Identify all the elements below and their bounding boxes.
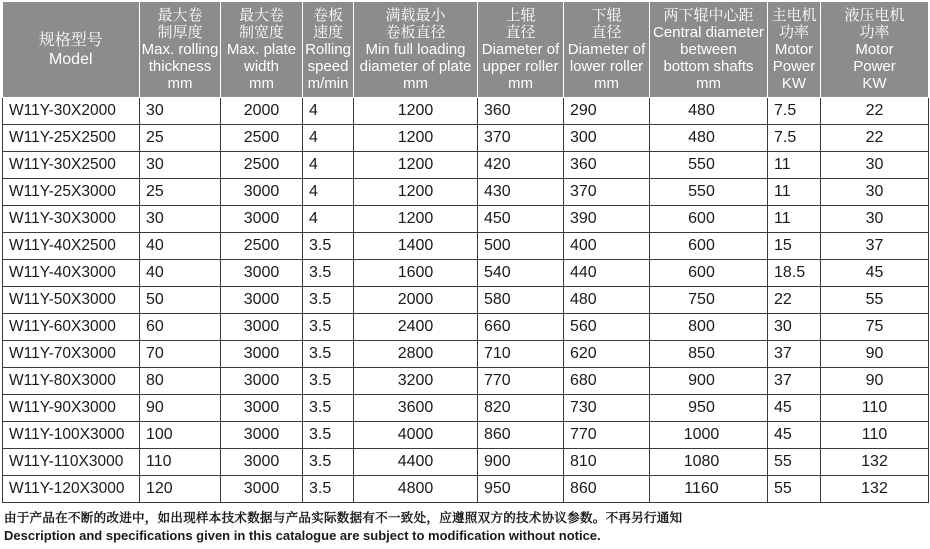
header-main-motor bbox=[768, 2, 821, 98]
cell-min-diameter: 2400 bbox=[354, 314, 478, 341]
cell-min-diameter: 2800 bbox=[354, 341, 478, 368]
header-line: 最大卷 bbox=[238, 7, 284, 24]
cell-max-thickness: 80 bbox=[140, 368, 221, 395]
cell-rolling-speed: 3.5 bbox=[303, 260, 354, 287]
header-line: 最大卷 bbox=[157, 7, 203, 24]
cell-model: W11Y-120X3000 bbox=[3, 476, 140, 503]
header-line: between bbox=[680, 41, 737, 58]
header-upper-roller bbox=[478, 2, 564, 98]
header-line: width bbox=[243, 58, 280, 75]
header-line: mm bbox=[403, 75, 428, 92]
cell-main-motor: 7.5 bbox=[768, 125, 821, 152]
table-header bbox=[3, 2, 929, 98]
cell-central-distance: 1160 bbox=[650, 476, 768, 503]
cell-max-width: 2500 bbox=[221, 233, 303, 260]
cell-hydraulic-motor: 75 bbox=[821, 314, 929, 341]
cell-lower-roller: 360 bbox=[564, 152, 650, 179]
cell-upper-roller: 420 bbox=[478, 152, 564, 179]
table-row bbox=[3, 98, 929, 125]
cell-max-width: 2500 bbox=[221, 125, 303, 152]
cell-main-motor: 30 bbox=[768, 314, 821, 341]
cell-hydraulic-motor: 30 bbox=[821, 206, 929, 233]
cell-rolling-speed: 3.5 bbox=[303, 233, 354, 260]
table-row bbox=[3, 341, 929, 368]
cell-max-thickness: 30 bbox=[140, 206, 221, 233]
cell-max-width: 3000 bbox=[221, 422, 303, 449]
header-line: 制厚度 bbox=[157, 24, 203, 41]
header-rolling-speed bbox=[303, 2, 354, 98]
cell-model: W11Y-30X2500 bbox=[3, 152, 140, 179]
header-line: 两下辊中心距 bbox=[663, 7, 754, 24]
table-row bbox=[3, 287, 929, 314]
cell-hydraulic-motor: 110 bbox=[821, 395, 929, 422]
header-line: mm bbox=[696, 75, 721, 92]
cell-central-distance: 600 bbox=[650, 260, 768, 287]
cell-model: W11Y-110X3000 bbox=[3, 449, 140, 476]
cell-max-width: 3000 bbox=[221, 260, 303, 287]
cell-max-thickness: 110 bbox=[140, 449, 221, 476]
cell-upper-roller: 770 bbox=[478, 368, 564, 395]
cell-max-thickness: 25 bbox=[140, 179, 221, 206]
cell-max-thickness: 60 bbox=[140, 314, 221, 341]
header-line: diameter of plate bbox=[359, 58, 472, 75]
cell-hydraulic-motor: 110 bbox=[821, 422, 929, 449]
cell-rolling-speed: 4 bbox=[303, 206, 354, 233]
cell-hydraulic-motor: 90 bbox=[821, 368, 929, 395]
header-line: Max. rolling bbox=[141, 41, 219, 58]
cell-min-diameter: 4000 bbox=[354, 422, 478, 449]
header-line: mm bbox=[508, 75, 533, 92]
table-row bbox=[3, 152, 929, 179]
cell-max-thickness: 120 bbox=[140, 476, 221, 503]
header-line: 功率 bbox=[778, 24, 809, 41]
cell-lower-roller: 680 bbox=[564, 368, 650, 395]
cell-rolling-speed: 3.5 bbox=[303, 341, 354, 368]
cell-lower-roller: 300 bbox=[564, 125, 650, 152]
cell-rolling-speed: 3.5 bbox=[303, 449, 354, 476]
cell-model: W11Y-40X2500 bbox=[3, 233, 140, 260]
cell-model: W11Y-100X3000 bbox=[3, 422, 140, 449]
header-line: Motor bbox=[855, 41, 894, 58]
cell-rolling-speed: 3.5 bbox=[303, 287, 354, 314]
cell-min-diameter: 4800 bbox=[354, 476, 478, 503]
cell-main-motor: 11 bbox=[768, 206, 821, 233]
header-line: 制宽度 bbox=[238, 24, 284, 41]
header-line: upper roller bbox=[482, 58, 559, 75]
cell-hydraulic-motor: 22 bbox=[821, 125, 929, 152]
cell-central-distance: 950 bbox=[650, 395, 768, 422]
header-central-distance bbox=[650, 2, 768, 98]
header-line: mm bbox=[594, 75, 619, 92]
cell-rolling-speed: 3.5 bbox=[303, 314, 354, 341]
header-line: KW bbox=[781, 75, 807, 92]
header-max-width bbox=[221, 2, 303, 98]
cell-main-motor: 11 bbox=[768, 152, 821, 179]
cell-model: W11Y-70X3000 bbox=[3, 341, 140, 368]
cell-upper-roller: 710 bbox=[478, 341, 564, 368]
header-model bbox=[3, 2, 140, 98]
cell-model: W11Y-25X3000 bbox=[3, 179, 140, 206]
cell-model: W11Y-40X3000 bbox=[3, 260, 140, 287]
cell-lower-roller: 290 bbox=[564, 98, 650, 125]
cell-upper-roller: 580 bbox=[478, 287, 564, 314]
cell-central-distance: 480 bbox=[650, 98, 768, 125]
cell-rolling-speed: 4 bbox=[303, 98, 354, 125]
cell-max-width: 2500 bbox=[221, 152, 303, 179]
cell-main-motor: 22 bbox=[768, 287, 821, 314]
cell-hydraulic-motor: 22 bbox=[821, 98, 929, 125]
header-line: Power bbox=[853, 58, 896, 75]
cell-max-thickness: 25 bbox=[140, 125, 221, 152]
cell-central-distance: 1000 bbox=[650, 422, 768, 449]
header-line: 主电机 bbox=[771, 7, 817, 24]
table-row bbox=[3, 449, 929, 476]
cell-lower-roller: 620 bbox=[564, 341, 650, 368]
header-line: Motor bbox=[774, 41, 814, 58]
cell-min-diameter: 1200 bbox=[354, 125, 478, 152]
cell-max-thickness: 40 bbox=[140, 233, 221, 260]
table-row bbox=[3, 179, 929, 206]
cell-max-width: 3000 bbox=[221, 476, 303, 503]
cell-lower-roller: 860 bbox=[564, 476, 650, 503]
cell-rolling-speed: 3.5 bbox=[303, 476, 354, 503]
cell-hydraulic-motor: 45 bbox=[821, 260, 929, 287]
cell-upper-roller: 540 bbox=[478, 260, 564, 287]
header-line: Central diameter bbox=[653, 24, 764, 41]
cell-lower-roller: 560 bbox=[564, 314, 650, 341]
header-line: Min full loading bbox=[365, 41, 466, 58]
header-line: 满载最小 bbox=[385, 7, 446, 24]
note-english: Description and specifications given in this catalogue are subject to modification without notice. bbox=[4, 528, 601, 543]
cell-min-diameter: 3200 bbox=[354, 368, 478, 395]
cell-lower-roller: 440 bbox=[564, 260, 650, 287]
cell-hydraulic-motor: 55 bbox=[821, 287, 929, 314]
cell-upper-roller: 820 bbox=[478, 395, 564, 422]
header-line: 速度 bbox=[312, 24, 343, 41]
cell-lower-roller: 370 bbox=[564, 179, 650, 206]
table-row bbox=[3, 260, 929, 287]
cell-lower-roller: 770 bbox=[564, 422, 650, 449]
cell-upper-roller: 450 bbox=[478, 206, 564, 233]
cell-max-width: 3000 bbox=[221, 314, 303, 341]
spec-table bbox=[2, 2, 929, 503]
table-row bbox=[3, 314, 929, 341]
cell-rolling-speed: 4 bbox=[303, 152, 354, 179]
table-row bbox=[3, 125, 929, 152]
cell-central-distance: 750 bbox=[650, 287, 768, 314]
table-row bbox=[3, 206, 929, 233]
cell-max-thickness: 30 bbox=[140, 98, 221, 125]
cell-central-distance: 480 bbox=[650, 125, 768, 152]
cell-model: W11Y-60X3000 bbox=[3, 314, 140, 341]
cell-lower-roller: 480 bbox=[564, 287, 650, 314]
cell-model: W11Y-30X2000 bbox=[3, 98, 140, 125]
header-line: Diameter of bbox=[481, 41, 560, 58]
table-row bbox=[3, 476, 929, 503]
header-line: 卷板直径 bbox=[385, 24, 446, 41]
cell-hydraulic-motor: 30 bbox=[821, 179, 929, 206]
cell-max-thickness: 90 bbox=[140, 395, 221, 422]
cell-min-diameter: 1600 bbox=[354, 260, 478, 287]
cell-main-motor: 11 bbox=[768, 179, 821, 206]
table-row bbox=[3, 368, 929, 395]
cell-min-diameter: 2000 bbox=[354, 287, 478, 314]
header-line: Power bbox=[772, 58, 816, 75]
header-line: mm bbox=[167, 75, 193, 92]
cell-model: W11Y-90X3000 bbox=[3, 395, 140, 422]
cell-max-width: 2000 bbox=[221, 98, 303, 125]
header-line: 直径 bbox=[591, 24, 622, 41]
header-hydraulic-motor bbox=[821, 2, 929, 98]
cell-min-diameter: 3600 bbox=[354, 395, 478, 422]
cell-hydraulic-motor: 132 bbox=[821, 449, 929, 476]
cell-rolling-speed: 3.5 bbox=[303, 422, 354, 449]
cell-main-motor: 37 bbox=[768, 341, 821, 368]
cell-max-thickness: 70 bbox=[140, 341, 221, 368]
cell-lower-roller: 400 bbox=[564, 233, 650, 260]
header-line: Max. plate bbox=[226, 41, 297, 58]
cell-hydraulic-motor: 37 bbox=[821, 233, 929, 260]
cell-min-diameter: 1200 bbox=[354, 179, 478, 206]
cell-upper-roller: 950 bbox=[478, 476, 564, 503]
cell-lower-roller: 730 bbox=[564, 395, 650, 422]
cell-upper-roller: 370 bbox=[478, 125, 564, 152]
cell-central-distance: 600 bbox=[650, 206, 768, 233]
header-line: m/min bbox=[307, 75, 349, 92]
cell-central-distance: 850 bbox=[650, 341, 768, 368]
cell-lower-roller: 810 bbox=[564, 449, 650, 476]
cell-main-motor: 15 bbox=[768, 233, 821, 260]
cell-hydraulic-motor: 132 bbox=[821, 476, 929, 503]
cell-main-motor: 45 bbox=[768, 395, 821, 422]
cell-max-width: 3000 bbox=[221, 395, 303, 422]
cell-max-width: 3000 bbox=[221, 449, 303, 476]
cell-model: W11Y-80X3000 bbox=[3, 368, 140, 395]
cell-min-diameter: 1200 bbox=[354, 206, 478, 233]
cell-hydraulic-motor: 30 bbox=[821, 152, 929, 179]
cell-max-width: 3000 bbox=[221, 179, 303, 206]
cell-max-width: 3000 bbox=[221, 368, 303, 395]
cell-central-distance: 1080 bbox=[650, 449, 768, 476]
cell-main-motor: 37 bbox=[768, 368, 821, 395]
cell-rolling-speed: 3.5 bbox=[303, 368, 354, 395]
cell-min-diameter: 1200 bbox=[354, 152, 478, 179]
cell-model: W11Y-25X2500 bbox=[3, 125, 140, 152]
header-line: Rolling bbox=[305, 41, 351, 58]
cell-main-motor: 55 bbox=[768, 449, 821, 476]
header-row bbox=[3, 2, 929, 98]
cell-model: W11Y-50X3000 bbox=[3, 287, 140, 314]
cell-main-motor: 7.5 bbox=[768, 98, 821, 125]
header-line: 上辊 bbox=[505, 7, 536, 24]
header-line: 规格型号 bbox=[38, 31, 103, 49]
header-line: Diameter of bbox=[567, 41, 646, 58]
cell-upper-roller: 900 bbox=[478, 449, 564, 476]
cell-max-thickness: 50 bbox=[140, 287, 221, 314]
table-row bbox=[3, 422, 929, 449]
table-body bbox=[3, 98, 929, 503]
cell-central-distance: 600 bbox=[650, 233, 768, 260]
cell-central-distance: 550 bbox=[650, 179, 768, 206]
header-line: mm bbox=[249, 75, 274, 92]
cell-upper-roller: 360 bbox=[478, 98, 564, 125]
cell-max-width: 3000 bbox=[221, 206, 303, 233]
table-row bbox=[3, 233, 929, 260]
note-chinese: 由于产品在不断的改进中，如出现样本技术数据与产品实际数据有不一致处，应遵照双方的技术协议参数。不再另行通知 bbox=[4, 511, 683, 525]
header-lower-roller bbox=[564, 2, 650, 98]
cell-main-motor: 45 bbox=[768, 422, 821, 449]
header-line: speed bbox=[307, 58, 349, 75]
header-max-thickness bbox=[140, 2, 221, 98]
cell-central-distance: 900 bbox=[650, 368, 768, 395]
cell-central-distance: 800 bbox=[650, 314, 768, 341]
cell-max-thickness: 100 bbox=[140, 422, 221, 449]
header-line: Model bbox=[48, 50, 93, 68]
cell-upper-roller: 430 bbox=[478, 179, 564, 206]
header-line: 液压电机 bbox=[844, 7, 905, 24]
cell-hydraulic-motor: 90 bbox=[821, 341, 929, 368]
cell-lower-roller: 390 bbox=[564, 206, 650, 233]
cell-main-motor: 18.5 bbox=[768, 260, 821, 287]
cell-min-diameter: 1400 bbox=[354, 233, 478, 260]
header-line: KW bbox=[862, 75, 887, 92]
cell-upper-roller: 660 bbox=[478, 314, 564, 341]
header-line: 功率 bbox=[859, 24, 890, 41]
cell-main-motor: 55 bbox=[768, 476, 821, 503]
cell-max-width: 3000 bbox=[221, 341, 303, 368]
header-line: thickness bbox=[148, 58, 212, 75]
header-min-diameter bbox=[354, 2, 478, 98]
cell-min-diameter: 4400 bbox=[354, 449, 478, 476]
cell-min-diameter: 1200 bbox=[354, 98, 478, 125]
cell-upper-roller: 860 bbox=[478, 422, 564, 449]
header-line: 直径 bbox=[505, 24, 536, 41]
cell-max-thickness: 40 bbox=[140, 260, 221, 287]
header-line: lower roller bbox=[569, 58, 644, 75]
table-row bbox=[3, 395, 929, 422]
footnotes bbox=[4, 510, 926, 544]
cell-rolling-speed: 4 bbox=[303, 179, 354, 206]
cell-max-width: 3000 bbox=[221, 287, 303, 314]
cell-rolling-speed: 3.5 bbox=[303, 395, 354, 422]
cell-max-thickness: 30 bbox=[140, 152, 221, 179]
header-line: 卷板 bbox=[312, 7, 343, 24]
cell-upper-roller: 500 bbox=[478, 233, 564, 260]
header-line: bottom shafts bbox=[663, 58, 754, 75]
cell-model: W11Y-30X3000 bbox=[3, 206, 140, 233]
cell-rolling-speed: 4 bbox=[303, 125, 354, 152]
header-line: 下辊 bbox=[591, 7, 622, 24]
cell-central-distance: 550 bbox=[650, 152, 768, 179]
